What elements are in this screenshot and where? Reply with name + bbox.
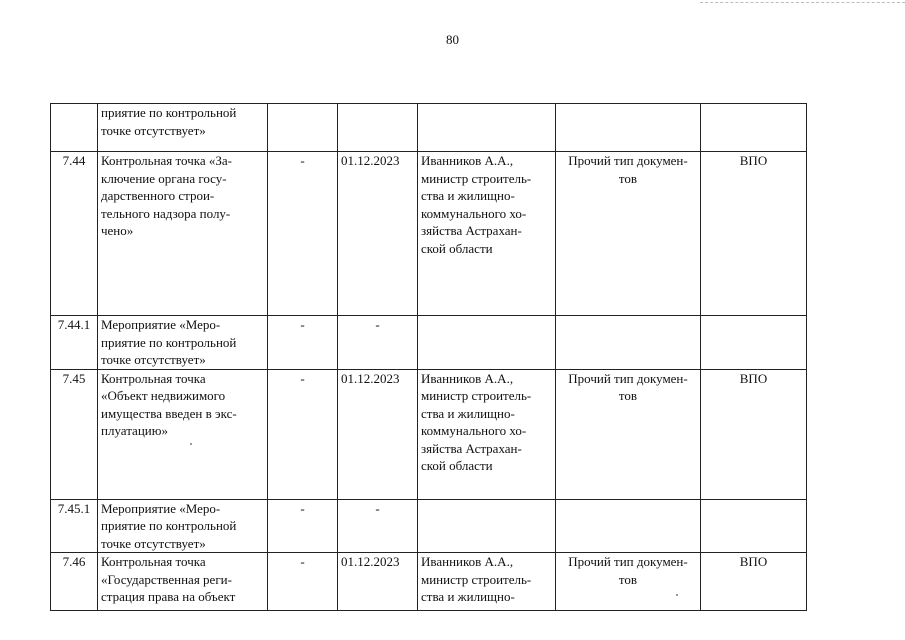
document-code-text: ВПО [739, 370, 768, 386]
responsible-line: коммунального хо- [421, 423, 527, 438]
row-title-line: точке отсутствует» [101, 122, 206, 138]
responsible-line: зяйства Астрахан- [421, 440, 522, 456]
row-title [98, 104, 268, 152]
end-date: 01.12.2023 [341, 370, 400, 386]
row-title-line: Контрольная точка [101, 370, 206, 386]
document-code-cell [701, 553, 807, 611]
responsible-line: министр строитель- [421, 571, 532, 587]
responsible-line: министр строитель- [421, 170, 532, 186]
document-code-text: ВПО [739, 153, 768, 168]
document-type-line: Прочий тип докумен- [568, 554, 688, 569]
row-title-line: тельного надзора полу- [101, 205, 231, 221]
table-row [51, 553, 807, 611]
end-date-cell [338, 499, 418, 553]
row-title-line: ключение органа госу- [101, 170, 227, 186]
document-type-line: тов [618, 170, 638, 186]
document-code-cell [701, 316, 807, 370]
table-row [51, 104, 807, 152]
row-number [51, 553, 98, 611]
responsible-line: министр строитель- [421, 388, 532, 403]
row-title [98, 553, 268, 611]
row-title-line: дарственного строи- [101, 188, 215, 203]
row-title-line: приятие по контрольной [101, 518, 237, 533]
start-date-text: - [300, 153, 305, 168]
page-top-rule [700, 2, 905, 3]
document-code-cell [701, 499, 807, 553]
row-title-line: Контрольная точка [101, 554, 206, 569]
document-type-cell [556, 553, 701, 611]
document-code-text: ВПО [739, 554, 768, 569]
start-date-cell [268, 104, 338, 152]
table-body [51, 104, 807, 611]
row-number [51, 152, 98, 316]
start-date-cell [268, 499, 338, 553]
table-row [51, 316, 807, 370]
responsible-cell [418, 104, 556, 152]
document-type-cell [556, 104, 701, 152]
row-title-line: точке отсутствует» [101, 352, 206, 367]
document-code-cell [701, 369, 807, 499]
document-type-cell [556, 499, 701, 553]
row-number [51, 316, 98, 370]
row-number [51, 499, 98, 553]
row-title-line: точке отсутствует» [101, 535, 206, 551]
row-number-text: 7.44.1 [57, 317, 91, 332]
responsible-cell [418, 499, 556, 553]
document-code-cell [701, 104, 807, 152]
document-type-line: Прочий тип докумен- [568, 153, 688, 168]
responsible-line: ства и жилищно- [421, 188, 515, 203]
row-title-line: Контрольная точка «За- [101, 153, 232, 168]
row-title-line: плуатацию» [101, 423, 168, 438]
table-row [51, 152, 807, 316]
responsible-cell [418, 316, 556, 370]
start-date-text: - [300, 500, 305, 516]
row-title-line: «Объект недвижимого [101, 388, 226, 403]
responsible-cell [418, 553, 556, 611]
responsible-cell [418, 369, 556, 499]
document-type-line: Прочий тип докумен- [568, 370, 688, 386]
start-date-cell [268, 369, 338, 499]
end-date-dash: - [375, 500, 380, 516]
end-date: 01.12.2023 [341, 153, 400, 168]
document-type-cell [556, 152, 701, 316]
end-date-cell [338, 316, 418, 370]
row-title [98, 152, 268, 316]
start-date-cell [268, 152, 338, 316]
end-date: 01.12.2023 [341, 554, 400, 569]
document-type-line: тов [618, 388, 638, 403]
start-date-text: - [300, 317, 305, 332]
row-number-text: 7.46 [62, 554, 86, 569]
end-date-cell [338, 553, 418, 611]
document-code-cell [701, 152, 807, 316]
end-date-dash: - [375, 317, 380, 332]
responsible-line: Иванников А.А., [421, 370, 514, 386]
responsible-line: Иванников А.А., [421, 554, 514, 569]
row-title-line: Мероприятие «Меро- [101, 500, 221, 516]
table-row [51, 499, 807, 553]
end-date-cell [338, 104, 418, 152]
responsible-line: коммунального хо- [421, 205, 527, 221]
document-type-cell [556, 369, 701, 499]
row-title [98, 369, 268, 499]
row-number [51, 369, 98, 499]
row-title-line: приятие по контрольной [101, 105, 237, 120]
start-date-text: - [300, 370, 305, 386]
end-date-cell [338, 152, 418, 316]
responsible-line: зяйства Астрахан- [421, 223, 522, 238]
row-title-line: чено» [101, 223, 134, 238]
row-title-line: приятие по контрольной [101, 334, 237, 350]
scan-speck [190, 443, 192, 445]
plan-table [50, 103, 807, 611]
row-number-text: 7.45.1 [57, 500, 91, 516]
document-type-cell [556, 316, 701, 370]
row-number-text: 7.45 [62, 370, 86, 386]
row-title [98, 316, 268, 370]
row-number [51, 104, 98, 152]
start-date-text: - [300, 554, 305, 569]
start-date-cell [268, 316, 338, 370]
scan-speck [676, 594, 678, 596]
row-number-text: 7.44 [62, 153, 86, 168]
row-title [98, 499, 268, 553]
responsible-line: ства и жилищно- [421, 589, 515, 604]
table-row [51, 369, 807, 499]
responsible-line: Иванников А.А., [421, 153, 514, 168]
responsible-line: ской области [421, 240, 493, 256]
row-title-line: Мероприятие «Меро- [101, 317, 221, 332]
start-date-cell [268, 553, 338, 611]
row-title-line: страция права на объект [101, 589, 236, 604]
row-title-line: «Государственная реги- [101, 571, 232, 587]
page-number: 80 [446, 32, 459, 47]
row-title-line: имущества введен в экс- [101, 405, 237, 421]
responsible-line: ской области [421, 458, 493, 473]
end-date-cell [338, 369, 418, 499]
responsible-line: ства и жилищно- [421, 405, 515, 421]
document-type-line: тов [618, 571, 638, 587]
responsible-cell [418, 152, 556, 316]
